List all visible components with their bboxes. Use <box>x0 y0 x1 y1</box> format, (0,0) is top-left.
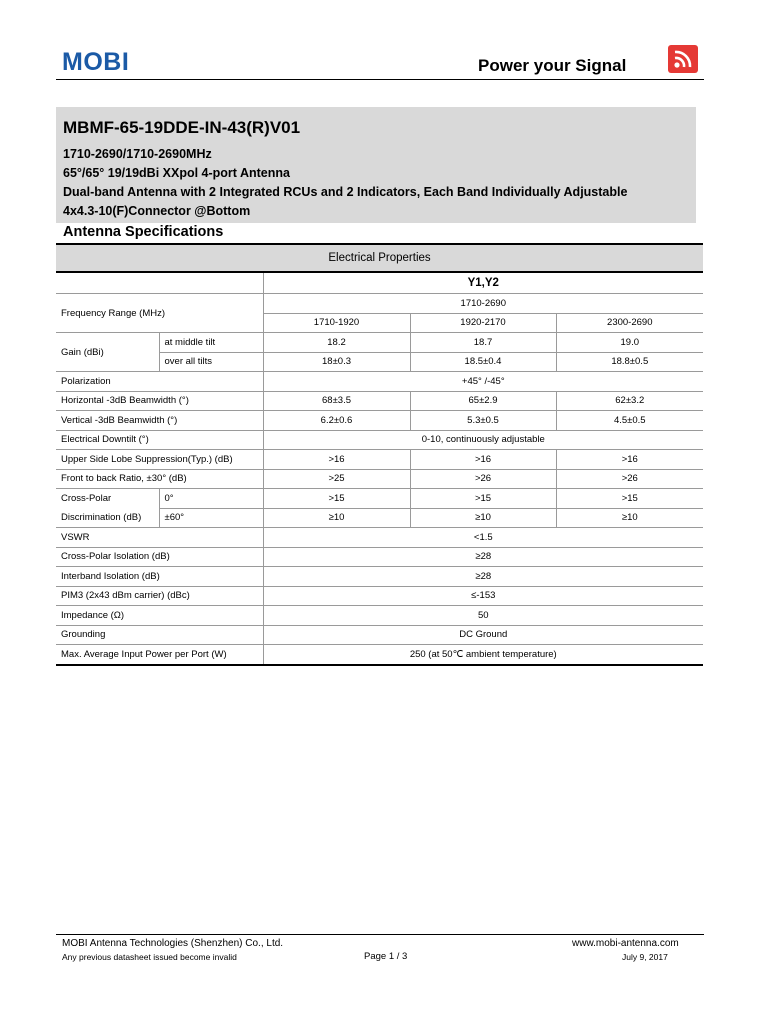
table-cell: >15 <box>556 489 703 509</box>
row-label: Discrimination (dB) <box>56 508 159 528</box>
tagline: Power your Signal <box>478 56 627 75</box>
table-cell: 62±3.2 <box>556 391 703 411</box>
table-row <box>56 469 703 489</box>
table-cell: >26 <box>410 469 556 489</box>
band-title: Electrical Properties <box>56 244 703 272</box>
table-cell: >15 <box>410 489 556 509</box>
row-label: Frequency Range (MHz) <box>56 294 263 333</box>
table-row <box>56 411 703 431</box>
row-label: VSWR <box>56 528 263 548</box>
table-cell: >16 <box>556 450 703 470</box>
table-row <box>56 294 703 314</box>
table-row <box>56 372 703 392</box>
table-row <box>56 430 703 450</box>
table-cell: ≥28 <box>263 547 703 567</box>
table-cell: ≥10 <box>263 508 410 528</box>
freq-total: 1710-2690 <box>263 294 703 314</box>
footer-company: MOBI Antenna Technologies (Shenzhen) Co., Ltd. <box>62 938 284 949</box>
table-cell: DC Ground <box>263 625 703 645</box>
table-row <box>56 528 703 548</box>
freq-band: 1710-1920 <box>263 313 410 333</box>
page-number: Page 1 / 3 <box>364 951 408 962</box>
signal-wifi-icon <box>668 45 698 73</box>
electrical-properties-table <box>56 243 703 666</box>
sub-label: 0° <box>159 489 263 509</box>
footer-date: July 9, 2017 <box>622 952 668 962</box>
table-cell: 6.2±0.6 <box>263 411 410 431</box>
product-connector: 4x4.3-10(F)Connector @Bottom <box>63 204 251 218</box>
footer-divider <box>56 934 704 935</box>
footer-website-link[interactable]: www.mobi-antenna.com <box>572 938 679 949</box>
row-label: Electrical Downtilt (°) <box>56 430 263 450</box>
footer-note: Any previous datasheet issued become invalid <box>62 952 237 962</box>
sub-label: over all tilts <box>159 352 263 372</box>
table-row <box>56 567 703 587</box>
table-row <box>56 586 703 606</box>
table-cell: 4.5±0.5 <box>556 411 703 431</box>
table-row <box>56 645 703 665</box>
freq-band: 1920-2170 <box>410 313 556 333</box>
table-row <box>56 508 703 528</box>
table-cell: ≥10 <box>410 508 556 528</box>
table-cell: +45° /-45° <box>263 372 703 392</box>
product-frequency: 1710-2690/1710-2690MHz <box>63 147 212 161</box>
table-cell: >16 <box>410 450 556 470</box>
product-gain-summary: 65°/65° 19/19dBi XXpol 4-port Antenna <box>63 166 290 180</box>
table-row <box>56 547 703 567</box>
table-cell: ≤-153 <box>263 586 703 606</box>
company-logo: MOBI <box>62 48 130 76</box>
table-cell: >16 <box>263 450 410 470</box>
row-label: Upper Side Lobe Suppression(Typ.) (dB) <box>56 450 263 470</box>
table-row <box>56 272 703 294</box>
row-label: Front to back Ratio, ±30° (dB) <box>56 469 263 489</box>
row-label: Cross-Polar <box>56 489 159 509</box>
row-label: Gain (dBi) <box>56 333 159 372</box>
row-label: Cross-Polar Isolation (dB) <box>56 547 263 567</box>
row-label: Interband Isolation (dB) <box>56 567 263 587</box>
sub-label: ±60° <box>159 508 263 528</box>
table-cell: >26 <box>556 469 703 489</box>
table-cell: >15 <box>263 489 410 509</box>
table-cell: 5.3±0.5 <box>410 411 556 431</box>
table-cell: ≥28 <box>263 567 703 587</box>
row-label: Max. Average Input Power per Port (W) <box>56 645 263 665</box>
table-row <box>56 391 703 411</box>
product-model: MBMF-65-19DDE-IN-43(R)V01 <box>63 118 301 137</box>
table-cell: 18.5±0.4 <box>410 352 556 372</box>
table-cell: 18.7 <box>410 333 556 353</box>
row-label: Polarization <box>56 372 263 392</box>
table-row <box>56 625 703 645</box>
table-band-header <box>56 244 703 272</box>
table-cell: ≥10 <box>556 508 703 528</box>
table-cell: 18±0.3 <box>263 352 410 372</box>
product-description: Dual-band Antenna with 2 Integrated RCUs and 2 Indicators, Each Band Individually Adjustable <box>63 185 628 199</box>
table-row <box>56 489 703 509</box>
table-cell: 250 (at 50℃ ambient temperature) <box>263 645 703 665</box>
table-row <box>56 606 703 626</box>
row-label: Vertical -3dB Beamwidth (°) <box>56 411 263 431</box>
table-cell: 65±2.9 <box>410 391 556 411</box>
section-heading: Antenna Specifications <box>63 224 224 240</box>
row-label: PIM3 (2x43 dBm carrier) (dBc) <box>56 586 263 606</box>
row-label: Horizontal -3dB Beamwidth (°) <box>56 391 263 411</box>
header-divider <box>56 79 704 80</box>
ports-header: Y1,Y2 <box>263 272 703 294</box>
freq-band: 2300-2690 <box>556 313 703 333</box>
table-cell: 50 <box>263 606 703 626</box>
sub-label: at middle tilt <box>159 333 263 353</box>
table-cell: 0-10, continuously adjustable <box>263 430 703 450</box>
row-label: Impedance (Ω) <box>56 606 263 626</box>
table-cell: 19.0 <box>556 333 703 353</box>
row-label: Grounding <box>56 625 263 645</box>
table-cell: <1.5 <box>263 528 703 548</box>
table-cell: 18.8±0.5 <box>556 352 703 372</box>
table-cell: 68±3.5 <box>263 391 410 411</box>
table-cell: >25 <box>263 469 410 489</box>
table-cell: 18.2 <box>263 333 410 353</box>
table-row <box>56 333 703 353</box>
table-row <box>56 450 703 470</box>
blank-cell <box>56 272 263 294</box>
